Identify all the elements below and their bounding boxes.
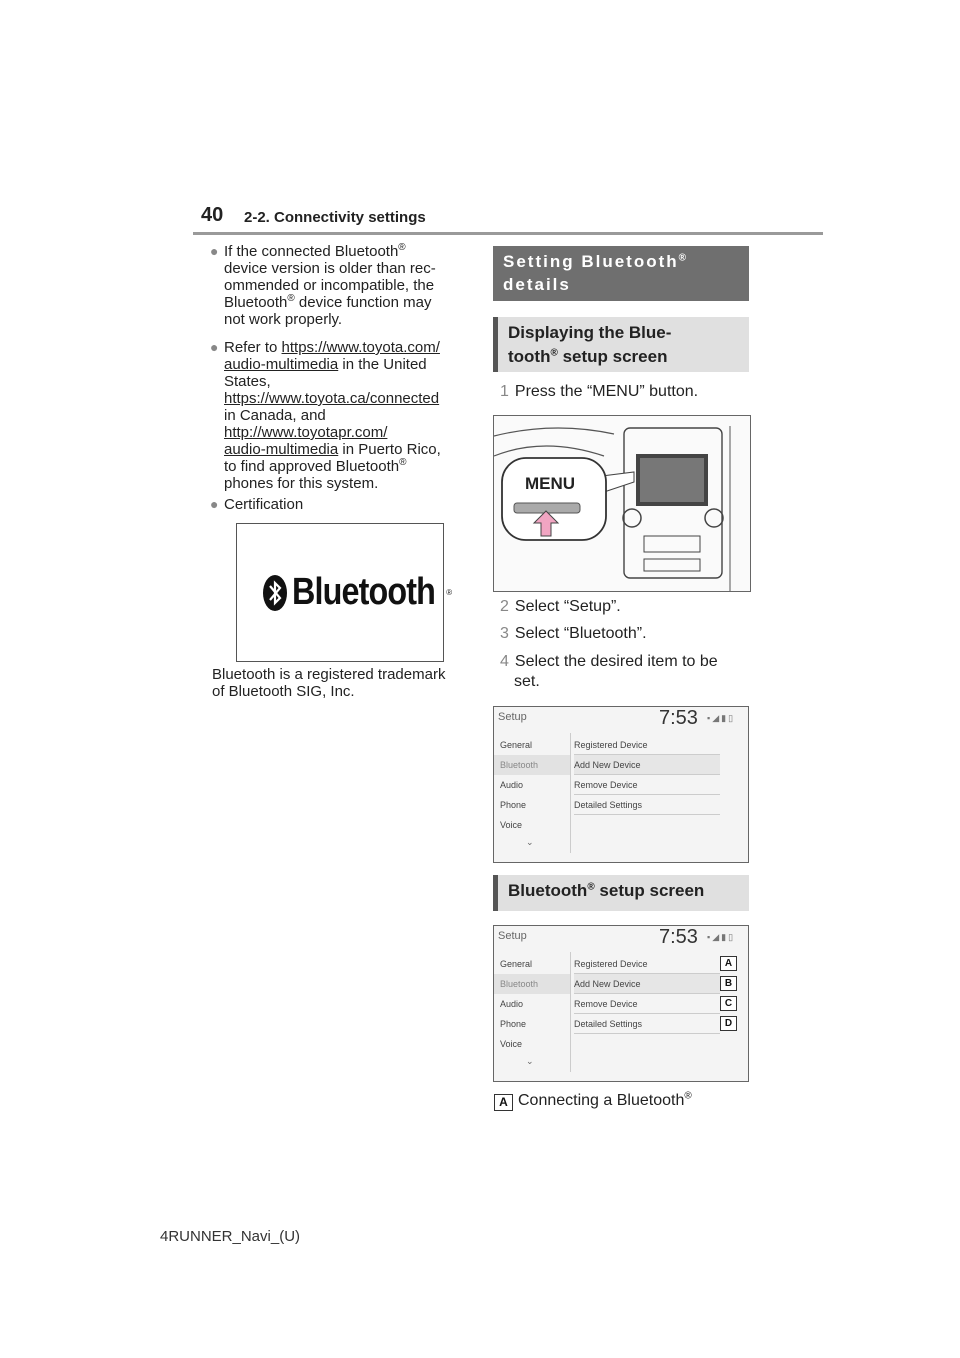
sidebar-item-voice[interactable]: Voice: [500, 1039, 523, 1049]
section-title: 2-2. Connectivity settings: [244, 209, 426, 226]
status-icons: ▪◢▮▯: [707, 713, 736, 723]
bluetooth-icon: [262, 574, 288, 612]
bluetooth-options-list: [574, 954, 720, 1034]
sidebar-item-bluetooth[interactable]: Bluetooth: [494, 755, 570, 775]
bluetooth-wordmark: Bluetooth: [292, 571, 436, 613]
sidebar-item-phone[interactable]: Phone: [500, 800, 527, 810]
screen-clock: 7:53: [659, 926, 698, 948]
menu-button-label: MENU: [525, 474, 576, 493]
sidebar-item-phone[interactable]: Phone: [500, 1019, 527, 1029]
sidebar-item-voice[interactable]: Voice: [500, 820, 523, 830]
callout-label-c: C: [720, 996, 737, 1011]
footer-model: 4RUNNER_Navi_(U): [160, 1228, 301, 1245]
step-1: 1 Press the “MENU” button.: [500, 383, 699, 400]
setup-sidebar: [494, 954, 570, 1054]
callout-label-a: A: [720, 956, 737, 971]
screen-title: Setup: [498, 711, 527, 723]
step-2: 2 Select “Setup”.: [500, 598, 621, 615]
link-toyota-us[interactable]: https://www.toyota.com/: [281, 339, 440, 356]
link-toyota-pr-cont[interactable]: audio-multimedia: [224, 441, 339, 458]
dashboard-illustration: [493, 415, 751, 592]
chevron-down-icon[interactable]: ⌄: [526, 1056, 534, 1066]
setup-sidebar: [494, 735, 570, 835]
list-item-remove-device[interactable]: Remove Device: [574, 775, 720, 795]
bullet-icon: ●: [210, 496, 219, 512]
sidebar-item-general[interactable]: General: [500, 740, 533, 750]
setup-screen-1: [493, 706, 749, 863]
bullet-icon: ●: [210, 339, 219, 355]
page-number: 40: [201, 204, 224, 226]
step-3: 3 Select “Bluetooth”.: [500, 625, 647, 642]
screen-clock: 7:53: [659, 707, 698, 729]
bullet-compatibility: ● If the connected Bluetooth® device version is older than rec- ommended or incompatible, the Bluetooth® device function may not work properly.: [210, 242, 436, 328]
subheader-displaying-setup: Displaying the Blue- tooth® setup screen: [493, 317, 749, 372]
status-icons: ▪◢▮▯: [707, 932, 736, 942]
step-4: 4 Select the desired item to be set.: [500, 653, 718, 690]
trademark-note: Bluetooth is a registered trademark of Bluetooth SIG, Inc.: [212, 666, 446, 700]
bullet-approved-phones: ● Refer to https://www.toyota.com/ audio-multimedia in the United States, https://www.toyota.ca/connected in Canada, and http://www.toyotapr.com/ audio-multimedia in Puerto Rico, to find approved Bluetooth® phones for this system.: [210, 339, 441, 492]
list-item-registered-device[interactable]: Registered Device: [574, 735, 720, 755]
header-rule: [193, 232, 823, 235]
list-item-registered-device[interactable]: Registered Device: [574, 954, 720, 974]
bullet-icon: ●: [210, 243, 219, 259]
list-item-add-new-device[interactable]: Add New Device: [574, 974, 720, 994]
setup-screen-2: [493, 925, 749, 1082]
link-toyota-pr[interactable]: http://www.toyotapr.com/: [224, 424, 388, 441]
chevron-down-icon[interactable]: ⌄: [526, 837, 534, 847]
bluetooth-logo: Bluetooth ®: [262, 571, 452, 614]
list-item-detailed-settings[interactable]: Detailed Settings: [574, 1014, 720, 1034]
dashboard-drawing: [494, 416, 750, 591]
caption-label-a: A: [494, 1094, 513, 1111]
list-item-remove-device[interactable]: Remove Device: [574, 994, 720, 1014]
link-toyota-us-cont[interactable]: audio-multimedia: [224, 356, 339, 373]
subheader-bluetooth-setup-screen: Bluetooth® setup screen: [493, 875, 749, 911]
sidebar-item-audio[interactable]: Audio: [500, 999, 524, 1009]
link-toyota-ca[interactable]: https://www.toyota.ca/connected: [224, 390, 440, 407]
bluetooth-options-list: [574, 735, 720, 815]
section-header-setting-bluetooth: Setting Bluetooth® details: [493, 246, 749, 301]
bullet-certification: ● Certification: [210, 496, 304, 513]
callout-label-b: B: [720, 976, 737, 991]
callout-label-d: D: [720, 1016, 737, 1031]
list-item-add-new-device[interactable]: Add New Device: [574, 755, 720, 775]
screen-title: Setup: [498, 930, 527, 942]
caption-connecting: Connecting a Bluetooth®: [518, 1090, 692, 1109]
sidebar-item-bluetooth[interactable]: Bluetooth: [494, 974, 570, 994]
list-item-detailed-settings[interactable]: Detailed Settings: [574, 795, 720, 815]
sidebar-item-audio[interactable]: Audio: [500, 780, 524, 790]
sidebar-item-general[interactable]: General: [500, 959, 533, 969]
